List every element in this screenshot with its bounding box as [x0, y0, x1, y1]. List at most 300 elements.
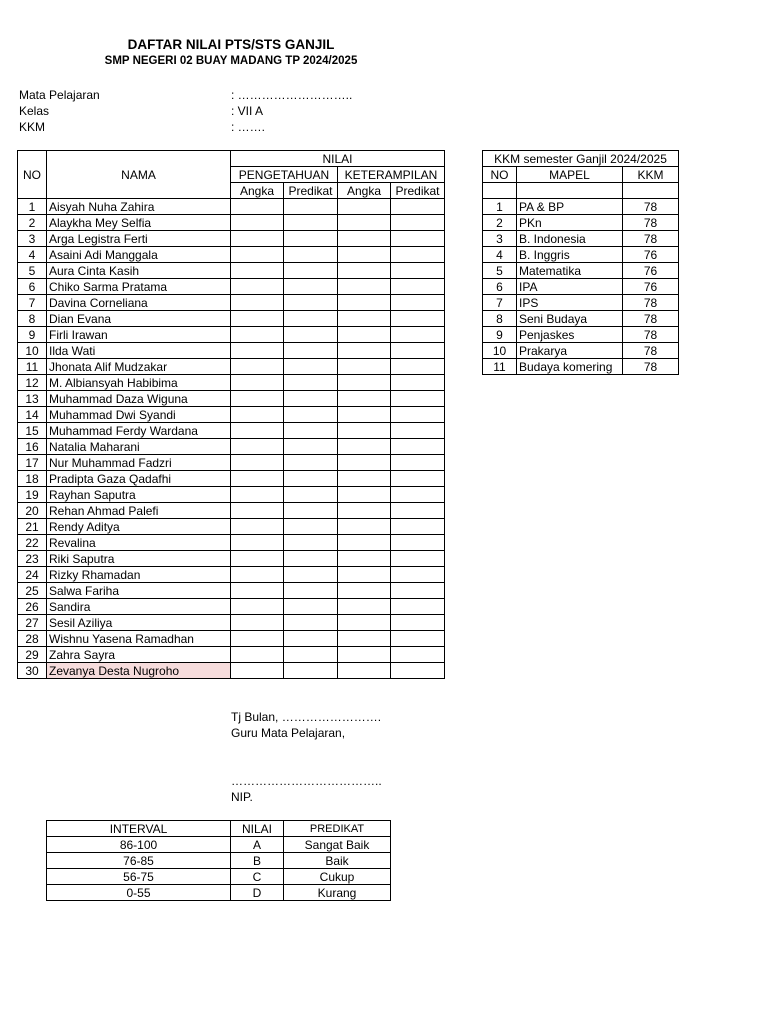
student-no: 4 [18, 247, 47, 263]
grade-cell[interactable] [231, 359, 284, 375]
table-row [18, 247, 445, 263]
student-no: 16 [18, 439, 47, 455]
grade-cell[interactable] [284, 391, 338, 407]
grade-cell[interactable] [231, 199, 284, 215]
student-name: Rayhan Saputra [47, 487, 231, 503]
grade-cell[interactable] [231, 583, 284, 599]
kkm-no: 3 [483, 231, 517, 247]
interval-row [47, 837, 391, 853]
signature-place-date: Tj Bulan, ……………………. [231, 710, 382, 724]
grade-cell[interactable] [391, 231, 445, 247]
table-row [18, 311, 445, 327]
interval-range: 86-100 [47, 837, 231, 853]
grade-cell[interactable] [284, 231, 338, 247]
grade-cell[interactable] [284, 599, 338, 615]
header-angka: Angka [338, 183, 391, 199]
grade-cell[interactable] [391, 343, 445, 359]
grade-cell[interactable] [391, 519, 445, 535]
table-row [18, 263, 445, 279]
grade-cell[interactable] [231, 519, 284, 535]
kkm-row [483, 199, 679, 215]
table-row [18, 471, 445, 487]
grade-cell[interactable] [391, 487, 445, 503]
grade-cell[interactable] [338, 407, 391, 423]
student-name: Chiko Sarma Pratama [47, 279, 231, 295]
student-name: Firli Irawan [47, 327, 231, 343]
kkm-no: 2 [483, 215, 517, 231]
kkm-mapel: PA & BP [517, 199, 623, 215]
grade-cell[interactable] [391, 647, 445, 663]
header-pengetahuan: PENGETAHUAN [231, 167, 338, 183]
grade-cell[interactable] [284, 503, 338, 519]
kkm-row [483, 311, 679, 327]
grade-cell[interactable] [231, 503, 284, 519]
grade-cell[interactable] [284, 407, 338, 423]
header-no: NO [18, 151, 47, 199]
student-no: 22 [18, 535, 47, 551]
interval-header: INTERVAL [47, 821, 231, 837]
student-name: Rizky Rhamadan [47, 567, 231, 583]
grade-cell[interactable] [338, 471, 391, 487]
table-row [18, 551, 445, 567]
grade-cell[interactable] [391, 311, 445, 327]
student-name: Zahra Sayra [47, 647, 231, 663]
student-name: Jhonata Alif Mudzakar [47, 359, 231, 375]
kkm-value: 76 [623, 247, 679, 263]
table-row [18, 279, 445, 295]
grade-cell[interactable] [391, 663, 445, 679]
grade-cell[interactable] [338, 503, 391, 519]
student-no: 12 [18, 375, 47, 391]
student-name: Rendy Aditya [47, 519, 231, 535]
grade-cell[interactable] [338, 551, 391, 567]
student-name: Wishnu Yasena Ramadhan [47, 631, 231, 647]
grade-cell[interactable] [338, 455, 391, 471]
grade-cell[interactable] [338, 263, 391, 279]
signature-role: Guru Mata Pelajaran, [231, 726, 346, 740]
student-name: Aisyah Nuha Zahira [47, 199, 231, 215]
kkm-no: 1 [483, 199, 517, 215]
grade-cell[interactable] [231, 535, 284, 551]
student-no: 14 [18, 407, 47, 423]
grade-cell[interactable] [338, 199, 391, 215]
grade-cell[interactable] [231, 279, 284, 295]
student-name: Sesil Aziliya [47, 615, 231, 631]
student-name: Aura Cinta Kasih [47, 263, 231, 279]
student-name: M. Albiansyah Habibima [47, 375, 231, 391]
student-no: 9 [18, 327, 47, 343]
grade-cell[interactable] [231, 631, 284, 647]
grade-cell[interactable] [284, 311, 338, 327]
grade-cell[interactable] [338, 215, 391, 231]
grade-cell[interactable] [284, 615, 338, 631]
kkm-row [483, 279, 679, 295]
kkm-value: 76 [623, 263, 679, 279]
student-name: Zevanya Desta Nugroho [47, 663, 231, 679]
student-no: 20 [18, 503, 47, 519]
grade-cell[interactable] [284, 647, 338, 663]
grade-cell[interactable] [231, 407, 284, 423]
student-no: 27 [18, 615, 47, 631]
kkm-mapel: B. Inggris [517, 247, 623, 263]
grade-cell[interactable] [284, 551, 338, 567]
grade-cell[interactable] [338, 583, 391, 599]
grade-cell[interactable] [391, 215, 445, 231]
student-no: 29 [18, 647, 47, 663]
interval-range: 0-55 [47, 885, 231, 901]
interval-header-predikat: PREDIKAT [284, 821, 391, 837]
grade-cell[interactable] [284, 567, 338, 583]
grade-cell[interactable] [391, 503, 445, 519]
interval-header-nilai: NILAI [231, 821, 284, 837]
kkm-row [483, 343, 679, 359]
table-row [18, 423, 445, 439]
grade-cell[interactable] [338, 519, 391, 535]
student-no: 21 [18, 519, 47, 535]
student-no: 19 [18, 487, 47, 503]
kkm-header-mapel: MAPEL [517, 167, 623, 183]
grade-cell[interactable] [284, 199, 338, 215]
kkm-mapel: Prakarya [517, 343, 623, 359]
table-row [18, 375, 445, 391]
grade-cell[interactable] [391, 423, 445, 439]
student-name: Revalina [47, 535, 231, 551]
grade-cell[interactable] [284, 375, 338, 391]
info-label-kkm: KKM [19, 120, 46, 134]
table-row [18, 407, 445, 423]
info-values [231, 87, 352, 135]
student-no: 13 [18, 391, 47, 407]
grade-cell[interactable] [284, 439, 338, 455]
table-row [18, 663, 445, 679]
grade-cell[interactable] [284, 519, 338, 535]
grade-cell[interactable] [338, 359, 391, 375]
kkm-mapel: Penjaskes [517, 327, 623, 343]
kkm-no: 6 [483, 279, 517, 295]
interval-nilai: C [231, 869, 284, 885]
grade-cell[interactable] [391, 391, 445, 407]
interval-predikat: Baik [284, 853, 391, 869]
grade-cell[interactable] [391, 535, 445, 551]
kkm-no: 4 [483, 247, 517, 263]
header-nama: NAMA [47, 151, 231, 199]
table-row [18, 535, 445, 551]
grade-cell[interactable] [284, 583, 338, 599]
grade-cell[interactable] [391, 631, 445, 647]
table-row [18, 599, 445, 615]
student-name: Natalia Maharani [47, 439, 231, 455]
student-name: Arga Legistra Ferti [47, 231, 231, 247]
grade-cell[interactable] [391, 471, 445, 487]
grade-cell[interactable] [284, 487, 338, 503]
header-nilai: NILAI [231, 151, 445, 167]
table-row [18, 583, 445, 599]
kkm-value: 78 [623, 311, 679, 327]
grade-cell[interactable] [284, 263, 338, 279]
grade-cell[interactable] [391, 375, 445, 391]
kkm-mapel: B. Indonesia [517, 231, 623, 247]
grade-cell[interactable] [231, 439, 284, 455]
kkm-mapel: IPS [517, 295, 623, 311]
student-no: 8 [18, 311, 47, 327]
kkm-table [482, 150, 679, 375]
student-no: 5 [18, 263, 47, 279]
grade-cell[interactable] [338, 647, 391, 663]
grade-cell[interactable] [338, 615, 391, 631]
student-no: 3 [18, 231, 47, 247]
grade-cell[interactable] [338, 631, 391, 647]
student-name: Asaini Adi Manggala [47, 247, 231, 263]
info-label-mata-pelajaran: Mata Pelajaran [19, 88, 100, 102]
grade-cell[interactable] [338, 567, 391, 583]
grade-cell[interactable] [231, 663, 284, 679]
kkm-row [483, 215, 679, 231]
kkm-header-kkm: KKM [623, 167, 679, 183]
grade-cell[interactable] [231, 423, 284, 439]
grade-cell[interactable] [284, 535, 338, 551]
grade-cell[interactable] [284, 359, 338, 375]
grade-cell[interactable] [391, 455, 445, 471]
interval-predikat: Sangat Baik [284, 837, 391, 853]
student-name: Salwa Fariha [47, 583, 231, 599]
student-no: 15 [18, 423, 47, 439]
grade-cell[interactable] [338, 327, 391, 343]
kkm-no: 7 [483, 295, 517, 311]
grade-cell[interactable] [231, 599, 284, 615]
header-angka: Angka [231, 183, 284, 199]
student-name: Alaykha Mey Selfia [47, 215, 231, 231]
table-row [18, 503, 445, 519]
student-no: 10 [18, 343, 47, 359]
grade-cell[interactable] [284, 295, 338, 311]
student-no: 2 [18, 215, 47, 231]
kkm-value: 78 [623, 295, 679, 311]
interval-predikat: Kurang [284, 885, 391, 901]
table-row [18, 391, 445, 407]
grade-cell[interactable] [284, 455, 338, 471]
student-no: 26 [18, 599, 47, 615]
grade-cell[interactable] [231, 311, 284, 327]
student-name: Riki Saputra [47, 551, 231, 567]
signature-nip: NIP. [231, 790, 253, 804]
document-subtitle: SMP NEGERI 02 BUAY MADANG TP 2024/2025 [104, 55, 358, 67]
interval-table [46, 820, 391, 901]
interval-nilai: B [231, 853, 284, 869]
grade-cell[interactable] [391, 615, 445, 631]
interval-range: 56-75 [47, 869, 231, 885]
grade-cell[interactable] [338, 487, 391, 503]
grade-cell[interactable] [391, 263, 445, 279]
table-row [18, 519, 445, 535]
kkm-empty-cell [483, 183, 517, 199]
kkm-no: 8 [483, 311, 517, 327]
grade-cell[interactable] [338, 599, 391, 615]
grade-cell[interactable] [231, 487, 284, 503]
table-row [18, 231, 445, 247]
table-row [18, 439, 445, 455]
student-no: 1 [18, 199, 47, 215]
info-labels [19, 87, 100, 135]
grade-cell[interactable] [231, 455, 284, 471]
kkm-empty-cell [623, 183, 679, 199]
table-row [18, 615, 445, 631]
table-row [18, 327, 445, 343]
table-row [18, 359, 445, 375]
grade-cell[interactable] [338, 423, 391, 439]
grade-cell[interactable] [338, 279, 391, 295]
interval-range: 76-85 [47, 853, 231, 869]
grade-cell[interactable] [391, 199, 445, 215]
kkm-value: 76 [623, 279, 679, 295]
grade-cell[interactable] [391, 599, 445, 615]
grade-cell[interactable] [284, 471, 338, 487]
student-name: Muhammad Daza Wiguna [47, 391, 231, 407]
grade-cell[interactable] [338, 535, 391, 551]
grade-cell[interactable] [338, 311, 391, 327]
student-name: Nur Muhammad Fadzri [47, 455, 231, 471]
grade-cell[interactable] [338, 439, 391, 455]
header-predikat: Predikat [391, 183, 445, 199]
table-row [18, 455, 445, 471]
document-title: DAFTAR NILAI PTS/STS GANJIL [127, 37, 335, 52]
student-no: 30 [18, 663, 47, 679]
kkm-mapel: PKn [517, 215, 623, 231]
kkm-row [483, 359, 679, 375]
info-value-kelas: : VII A [231, 104, 264, 118]
grades-table [17, 150, 445, 679]
grade-cell[interactable] [231, 263, 284, 279]
table-row [18, 295, 445, 311]
grade-cell[interactable] [231, 327, 284, 343]
kkm-mapel: Budaya komering [517, 359, 623, 375]
student-no: 18 [18, 471, 47, 487]
signature-name-line: ……………………………….. [231, 774, 382, 788]
kkm-row [483, 327, 679, 343]
grade-cell[interactable] [284, 343, 338, 359]
grade-cell[interactable] [231, 231, 284, 247]
kkm-mapel: Seni Budaya [517, 311, 623, 327]
student-no: 17 [18, 455, 47, 471]
student-no: 11 [18, 359, 47, 375]
grade-cell[interactable] [231, 375, 284, 391]
grade-cell[interactable] [231, 471, 284, 487]
grade-cell[interactable] [231, 551, 284, 567]
grade-cell[interactable] [338, 391, 391, 407]
grade-cell[interactable] [284, 327, 338, 343]
interval-predikat: Cukup [284, 869, 391, 885]
kkm-no: 11 [483, 359, 517, 375]
grade-cell[interactable] [391, 279, 445, 295]
kkm-value: 78 [623, 327, 679, 343]
kkm-empty-cell [517, 183, 623, 199]
kkm-value: 78 [623, 343, 679, 359]
interval-row [47, 869, 391, 885]
table-row [18, 487, 445, 503]
grade-cell[interactable] [284, 423, 338, 439]
grade-cell[interactable] [284, 631, 338, 647]
grade-cell[interactable] [391, 583, 445, 599]
grade-cell[interactable] [391, 551, 445, 567]
grade-cell[interactable] [231, 295, 284, 311]
grade-cell[interactable] [391, 247, 445, 263]
student-name: Sandira [47, 599, 231, 615]
student-name: Muhammad Dwi Syandi [47, 407, 231, 423]
kkm-row [483, 247, 679, 263]
student-no: 25 [18, 583, 47, 599]
interval-nilai: D [231, 885, 284, 901]
kkm-no: 9 [483, 327, 517, 343]
grade-cell[interactable] [338, 247, 391, 263]
grade-cell[interactable] [338, 295, 391, 311]
header-keterampilan: KETERAMPILAN [338, 167, 445, 183]
kkm-value: 78 [623, 215, 679, 231]
student-name: Davina Corneliana [47, 295, 231, 311]
grade-cell[interactable] [231, 567, 284, 583]
interval-nilai: A [231, 837, 284, 853]
grade-cell[interactable] [391, 439, 445, 455]
table-row [18, 199, 445, 215]
student-no: 6 [18, 279, 47, 295]
grade-cell[interactable] [284, 215, 338, 231]
kkm-row [483, 263, 679, 279]
student-name: Pradipta Gaza Qadafhi [47, 471, 231, 487]
grade-cell[interactable] [231, 647, 284, 663]
kkm-title: KKM semester Ganjil 2024/2025 [483, 151, 679, 167]
table-row [18, 647, 445, 663]
kkm-value: 78 [623, 359, 679, 375]
student-no: 24 [18, 567, 47, 583]
student-no: 23 [18, 551, 47, 567]
table-row [18, 343, 445, 359]
grade-cell[interactable] [338, 375, 391, 391]
grade-cell[interactable] [231, 247, 284, 263]
grade-cell[interactable] [391, 295, 445, 311]
grade-cell[interactable] [231, 391, 284, 407]
student-name: Dian Evana [47, 311, 231, 327]
grade-cell[interactable] [338, 343, 391, 359]
interval-row [47, 885, 391, 901]
kkm-row [483, 231, 679, 247]
kkm-row [483, 295, 679, 311]
grade-cell[interactable] [284, 247, 338, 263]
info-value-kkm: : ……. [231, 120, 266, 134]
grade-cell[interactable] [391, 407, 445, 423]
kkm-no: 10 [483, 343, 517, 359]
student-no: 7 [18, 295, 47, 311]
table-row [18, 215, 445, 231]
grade-cell[interactable] [231, 215, 284, 231]
kkm-value: 78 [623, 199, 679, 215]
grade-cell[interactable] [284, 279, 338, 295]
interval-row [47, 853, 391, 869]
kkm-header-no: NO [483, 167, 517, 183]
info-label-kelas: Kelas [19, 104, 50, 118]
student-name: Ilda Wati [47, 343, 231, 359]
grade-cell[interactable] [391, 359, 445, 375]
student-name: Muhammad Ferdy Wardana [47, 423, 231, 439]
grade-cell[interactable] [338, 663, 391, 679]
kkm-mapel: Matematika [517, 263, 623, 279]
grade-cell[interactable] [391, 327, 445, 343]
grade-cell[interactable] [284, 663, 338, 679]
table-row [18, 631, 445, 647]
grade-cell[interactable] [231, 615, 284, 631]
grade-cell[interactable] [231, 343, 284, 359]
kkm-mapel: IPA [517, 279, 623, 295]
student-name: Rehan Ahmad Palefi [47, 503, 231, 519]
grade-cell[interactable] [391, 567, 445, 583]
grade-cell[interactable] [338, 231, 391, 247]
